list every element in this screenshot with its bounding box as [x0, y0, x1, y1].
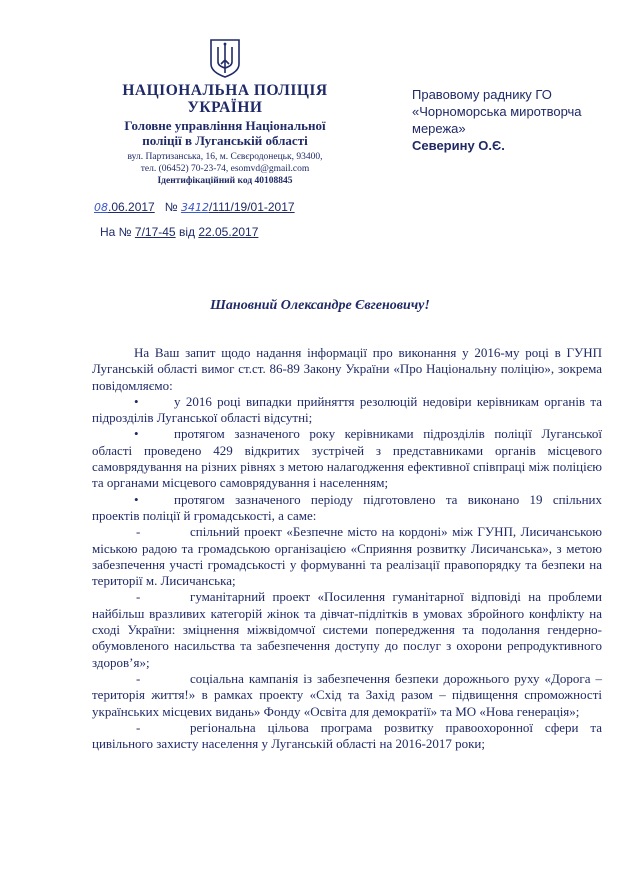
trident-icon	[208, 38, 242, 78]
list-item	[92, 492, 602, 525]
dash-marker: -	[136, 719, 141, 735]
org-sub-line2: поліції в Луганській області	[142, 133, 308, 148]
reply-date: 22.05.2017	[198, 225, 259, 239]
dash-text-3: соціальна кампанія із забезпечення безпеки дорожнього руху «Дорога – територія життя!» в рамках проекту «Схід та Захід разом – підвищення спроможності українських місцевих видань» Фонду «Освіта для демократії» та МО «Нова генерація»;	[92, 670, 602, 719]
list-item	[92, 524, 602, 589]
org-address: вул. Партизанська, 16, м. Сєвєродонецьк, 93400,	[127, 152, 323, 162]
org-sub-line1: Головне управління Національної	[124, 118, 326, 133]
outgoing-reference	[94, 200, 295, 214]
bullet-text-1: у 2016 році випадки прийняття резолюцій недовіри керівникам органів та підрозділів Луганської області відсутні;	[92, 393, 602, 426]
bullet-text-3: протягом зазначеного періоду підготовлено та виконано 19 спільних проектів поліції й громадськості, а саме:	[92, 491, 602, 523]
org-name-line2: УКРАЇНИ	[187, 99, 263, 116]
recipient-name: Северину О.Є.	[412, 138, 505, 153]
salutation: Шановний Олександре Євгеновичу!	[210, 298, 430, 313]
recipient-line3: мережа»	[412, 121, 466, 136]
list-item	[92, 720, 602, 753]
dash-text-2: гуманітарний проект «Посилення гуманітарної відповіді на проблеми найбільш вразливих категорій жінок та дівчат-підлітків в умовах збройного конфлікту на сході України: зміцнення міжвідомчої системи попередження та подолання гендерно-обумовленого насильства та забезпечення доступу до послуг з охорони репродуктивного здоров’я»;	[92, 589, 602, 670]
list-item	[92, 589, 602, 670]
recipient-line1: Правовому раднику ГО	[412, 87, 552, 102]
reply-number: 7/17-45	[134, 225, 176, 239]
dash-text-4: регіональна цільова програма розвитку правоохоронної сфери та цивільного захисту населення у Луганській області на 2016-2017 роки;	[92, 719, 602, 752]
dash-text-1: спільний проект «Безпечне місто на кордоні» між ГУНП, Лисичанською міською радою та громадською організацією «Сприяння розвитку Лисичанська», з метою забезпечення участі громадськості у формуванні та реалізації правопорядку та безпеки на території м. Лисичанська;	[92, 524, 602, 589]
dash-marker: -	[136, 589, 141, 605]
org-contacts: тел. (06452) 70-23-74, esomvd@gmail.com	[140, 164, 310, 174]
bullet-text-2: протягом зазначеного року керівниками підрозділів поліції Луганської області проведено 429 відкритих зустрічей з представниками органів місцевого самоврядування на різних рівнях з метою налагодження ефективної співпраці між поліцією та органами місцевого самоврядування і населенням;	[92, 426, 602, 491]
bullet-marker: •	[134, 426, 139, 442]
incoming-reference	[100, 225, 258, 239]
reply-label: На №	[100, 225, 132, 239]
org-code: Ідентифікаційний код 40108845	[157, 176, 293, 186]
bullet-marker: •	[134, 393, 139, 409]
date-printed: .06.2017	[108, 200, 155, 214]
list-item	[92, 426, 602, 491]
reply-from: від	[178, 225, 195, 239]
number-handwritten: 3412	[180, 201, 209, 214]
number-label: №	[164, 200, 178, 214]
org-name-line1: НАЦІОНАЛЬНА ПОЛІЦІЯ	[122, 82, 328, 99]
list-item	[92, 394, 602, 427]
intro-paragraph: На Ваш запит щодо надання інформації про виконання у 2016-му році в ГУНП Луганській області вимог ст.ст. 86-89 Закону України «Про Національну поліцію», зокрема повідомляємо:	[92, 345, 602, 393]
date-handwritten: 08	[94, 201, 108, 214]
list-item	[92, 671, 602, 720]
letter-body	[92, 345, 602, 752]
dash-marker: -	[136, 524, 141, 540]
recipient-line2: «Чорноморська миротворча	[412, 104, 582, 119]
dash-marker: -	[136, 670, 141, 686]
number-printed: /111/19/01-2017	[208, 200, 295, 214]
issuer-block	[100, 82, 350, 187]
bullet-marker: •	[134, 491, 139, 507]
recipient-block	[412, 86, 622, 154]
